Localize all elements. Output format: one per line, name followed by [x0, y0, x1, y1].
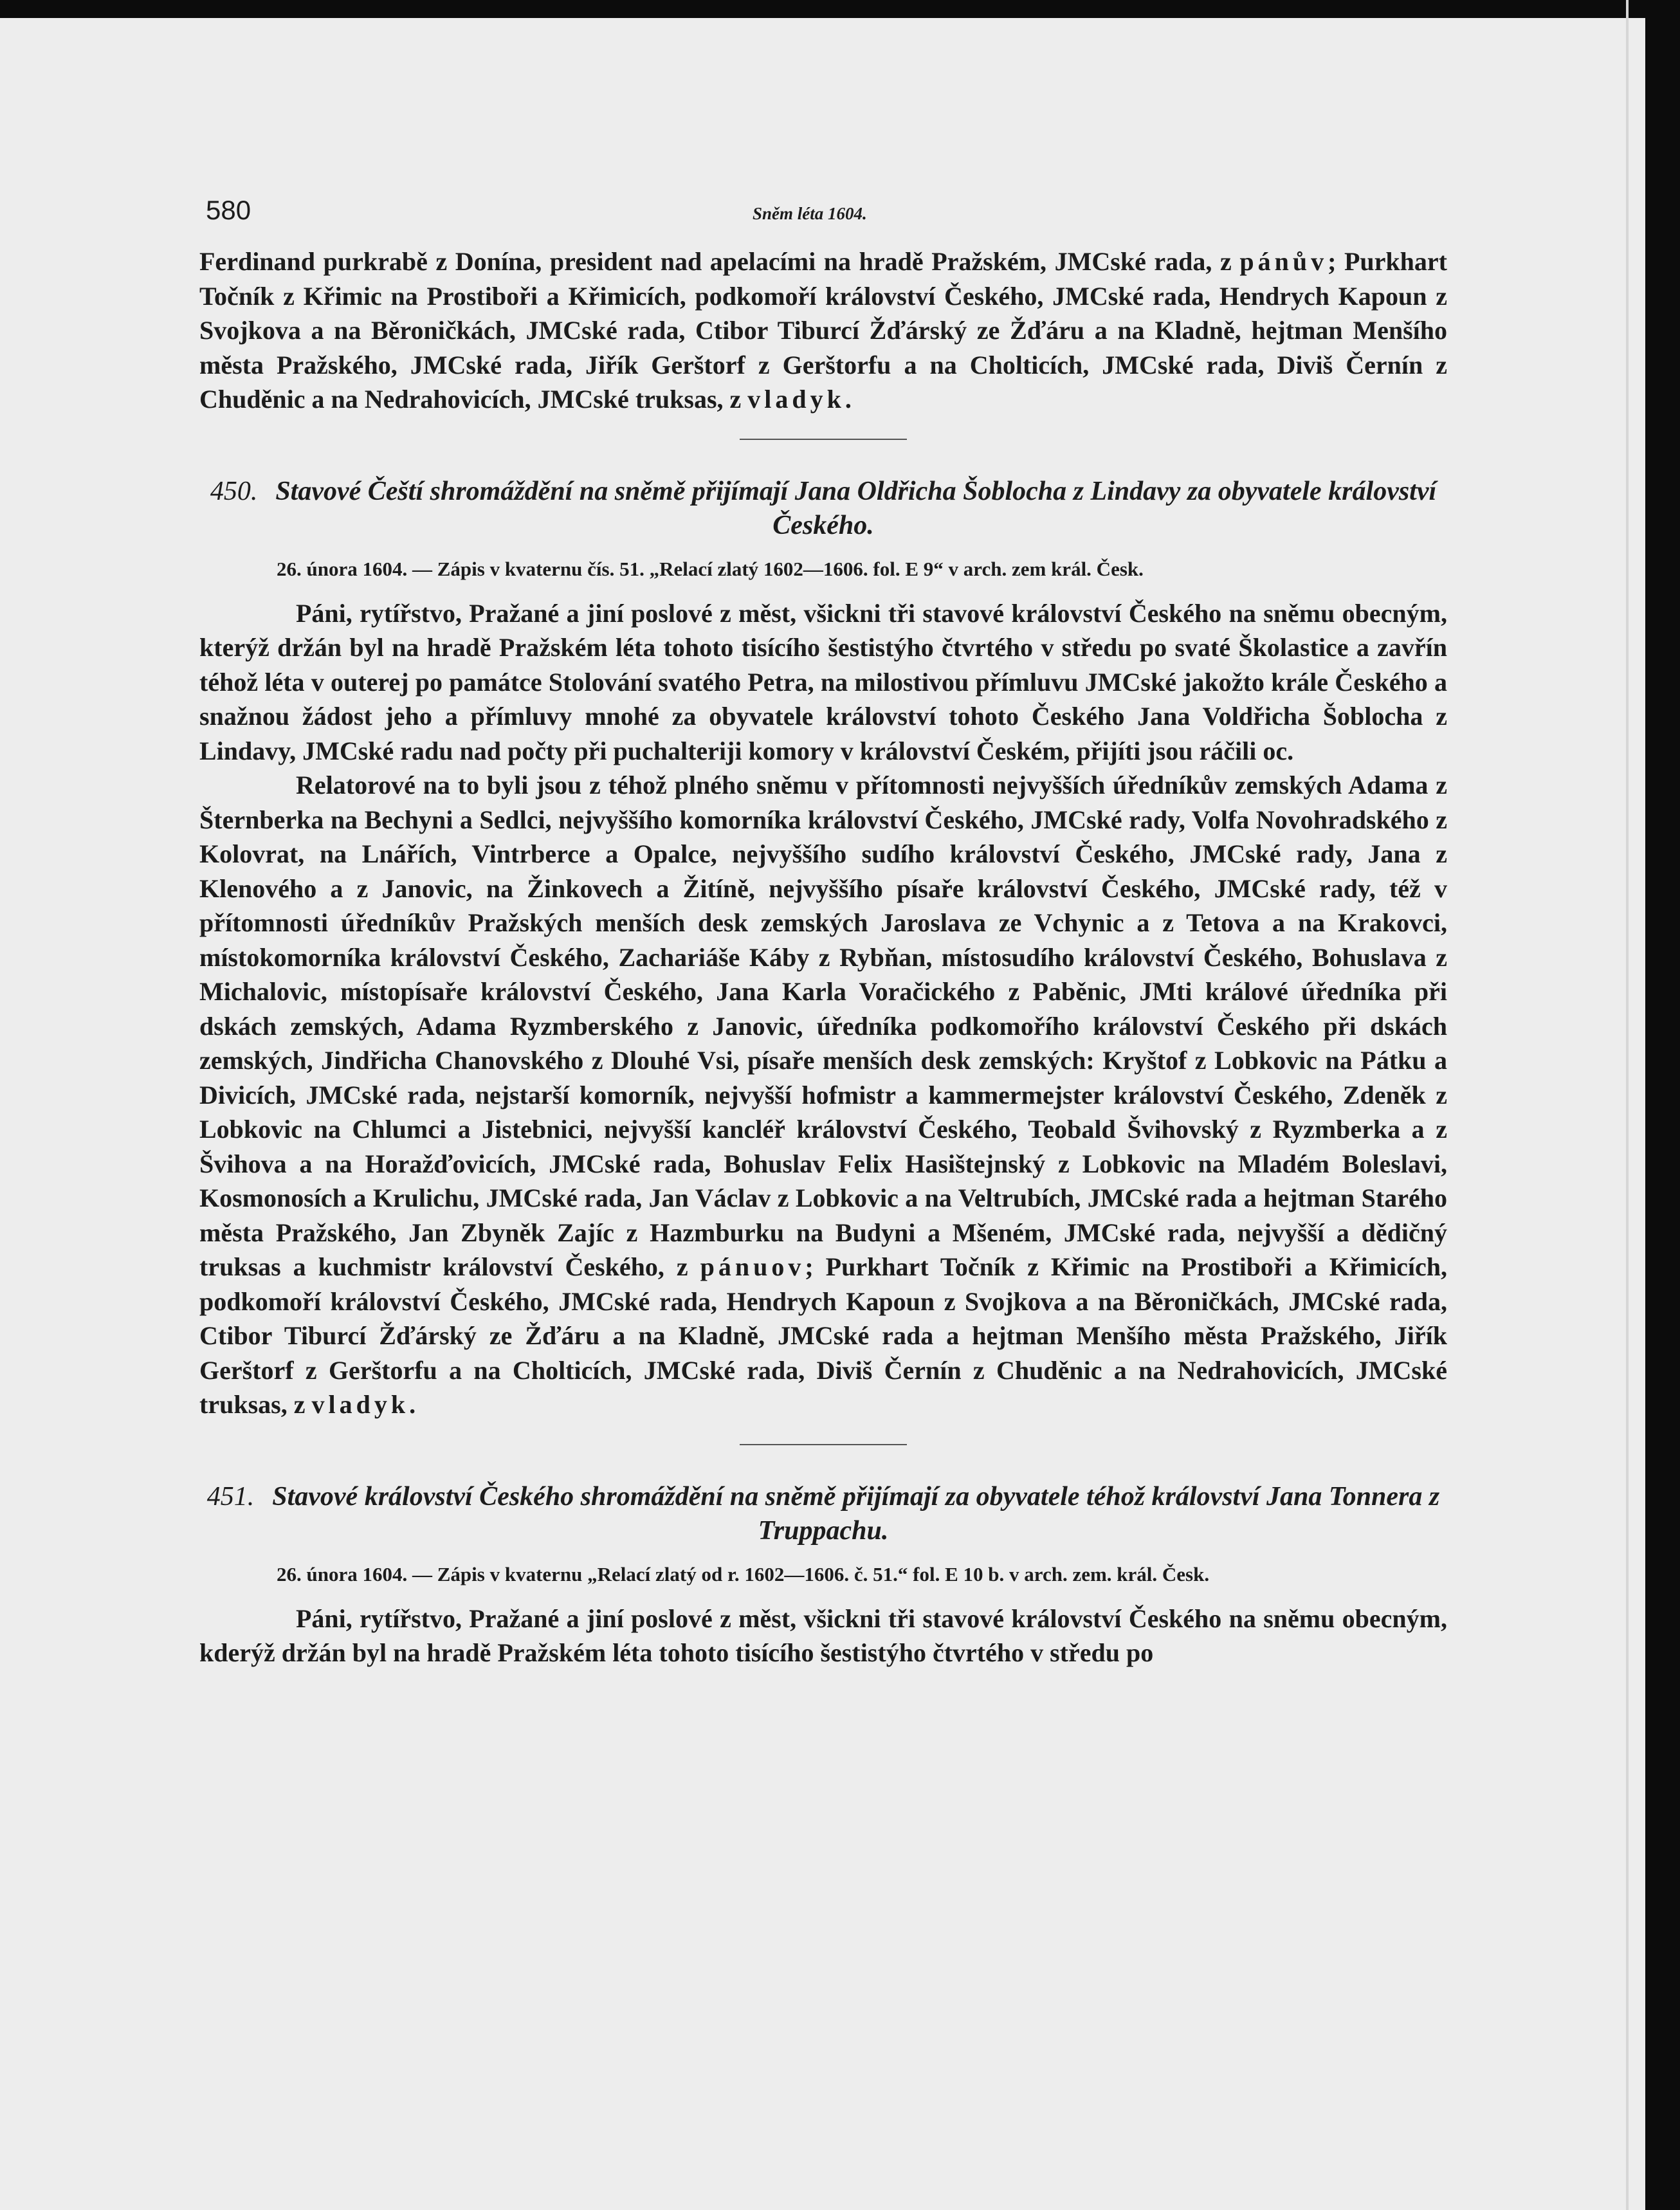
page-number: 580: [206, 195, 251, 225]
intro-paragraph: [199, 244, 1447, 417]
document-450-paragraph-2-c: .: [409, 1390, 416, 1419]
section-divider: [740, 1444, 907, 1445]
intro-spaced-b: vladyk: [747, 385, 845, 414]
intro-spaced-a: pánův: [1239, 247, 1328, 276]
document-450-spaced-b: vladyk: [311, 1390, 410, 1419]
document-451-paragraph-1: Páni, rytířstvo, Pražané a jiní poslové z měst, všickni tři stavové království Českého na sněmu obecným, kderýž držán byl na hradě Pražském léta tohoto tisícího šestistýho čtvrtého v středu po: [199, 1603, 1447, 1667]
document-450-paragraph-2: [199, 768, 1447, 1422]
running-head: Sněm léta 1604.: [753, 204, 867, 223]
document-450-source: 26. února 1604. — Zápis v kvaternu čís. 51. „Relací zlatý 1602—1606. fol. E 9“ v arch. zem král. Česk.: [277, 557, 1144, 580]
intro-text-c: .: [845, 385, 852, 414]
document-451-source: 26. února 1604. — Zápis v kvaternu „Relací zlatý od r. 1602—1606. č. 51.“ fol. E 10 b. v arch. zem. král. Česk.: [277, 1562, 1210, 1585]
document-450-title: [199, 475, 1447, 543]
document-451-number: 451.: [206, 1481, 255, 1511]
document-450-paragraph-2-b: ; Purkhart Točník z Křimic na Prostiboři a Křimicích, podkomoří království Českého, JMCské rada, Hendrych Kapoun z Svojkova a na Běroničkách, JMCské rada, Ctibor Tiburcí Žďárský ze Žďáru a na Kladně, JMCské rada a hejtman Menšího města Pražského, Jiřík Gerštorf z Gerštorfu a na Cholticích, JMCské rada, Diviš Černín z Chuděnic a na Nedrahovicích, JMCské truksas, z: [199, 1252, 1447, 1419]
document-450-paragraph-1: Páni, rytířstvo, Pražané a jiní poslové z měst, všickni tři stavové království Českého na sněmu obecným, kterýž držán byl na hradě Pražském léta tohoto tisícího šestistýho čtvrtého v středu po svaté Školastice a zavřín téhož léta v outerej po památce Stolování svatého Petra, na milostivou přímluvu JMCské jakožto krále Českého a snažnou žádost jeho a přímluvy mnohé za obyvatele království tohoto Českého Jana Voldřicha Šoblocha z Lindavy, JMCské radu nad počty při puchalteriji komory v království Českém, přijíti jsou ráčili oc.: [199, 598, 1447, 765]
scan-border-top: [0, 0, 1680, 18]
document-451-title-text: Stavové království Českého shromáždění na sněmě přijímají za obyvatele téhož království Jana Tonnera z Truppachu.: [272, 1481, 1440, 1546]
document-450-number: 450.: [210, 476, 258, 506]
document-451-title: [199, 1480, 1447, 1549]
page-header: [199, 193, 1447, 244]
scan-border-right: [1645, 0, 1680, 2210]
document-450-title-text: Stavové Čeští shromáždění na sněmě přijímají Jana Oldřicha Šoblocha z Lindavy za obyvatele království Českého.: [275, 476, 1437, 540]
intro-text-b: ; Purkhart Točník z Křimic na Prostiboři a Křimicích, podkomoří království Českého, JMCské rada, Hendrych Kapoun z Svojkova a na Běroničkách, JMCské rada, Ctibor Tiburcí Žďárský ze Žďáru a na Kladně, hejtman Menšího města Pražského, JMCské rada, Jiřík Gerštorf z Gerštorfu a na Cholticích, JMCské rada, Diviš Černín z Chuděnic a na Nedrahovicích, JMCské truksas, z: [199, 247, 1447, 414]
document-450-spaced-a: pánuov: [700, 1252, 805, 1281]
section-divider: [740, 439, 907, 440]
intro-text-a: Ferdinand purkrabě z Donína, president nad apelacími na hradě Pražském, JMCské rada, z: [199, 247, 1240, 276]
document-page: [199, 193, 1447, 1670]
page-edge-line: [1626, 0, 1629, 2210]
document-450-paragraph-2-a: Relatorové na to byli jsou z téhož plného sněmu v přítomnosti nejvyšších úředníkův zemských Adama z Šternberka na Bechyni a Sedlci, nejvyššího komorníka království Českého, JMCské rady, Volfa Novohradského z Kolovrat, na Lnářích, Vintrberce a Opalce, nejvyššího sudího království Českého, JMCské rady, Jana z Klenového a z Janovic, na Žinkovech a Žitíně, nejvyššího písaře království Českého, JMCské rady, též v přítomnosti úředníkův Pražských menších desk zemských Jaroslava ze Vchynic a z Tetova a na Krakovci, místokomorníka království Českého, Zachariáše Káby z Rybňan, místosudího království Českého, Bohuslava z Michalovic, místopísaře království Českého, Jana Karla Voračického z Paběnic, JMti králové úředníka při dskách zemských, Adama Ryzmberského z Janovic, úředníka podkomořího království Českého při dskách zemských, Jindřicha Chanovského z Dlouhé Vsi, písaře menších desk zemských: Kryštof z Lobkovic na Pátku a Divicích, JMCské rada, nejstarší komorník, nejvyšší hofmistr a kammermejster království Českého, Zdeněk z Lobkovic na Chlumci a Jistebnici, nejvyšší kancléř království Českého, Teobald Švihovský z Ryzmberka a z Švihova a na Horažďovicích, JMCské rada, Bohuslav Felix Hasištejnský z Lobkovic na Mladém Boleslavi, Kosmonosích a Krulichu, JMCské rada, Jan Václav z Lobkovic a na Veltrubích, JMCské rada a hejtman Starého města Pražského, Jan Zbyněk Zajíc z Hazmburku na Budyni a Mšeném, JMCské rada, nejvyšší a dědičný truksas a kuchmistr království Českého, z: [199, 771, 1447, 1281]
